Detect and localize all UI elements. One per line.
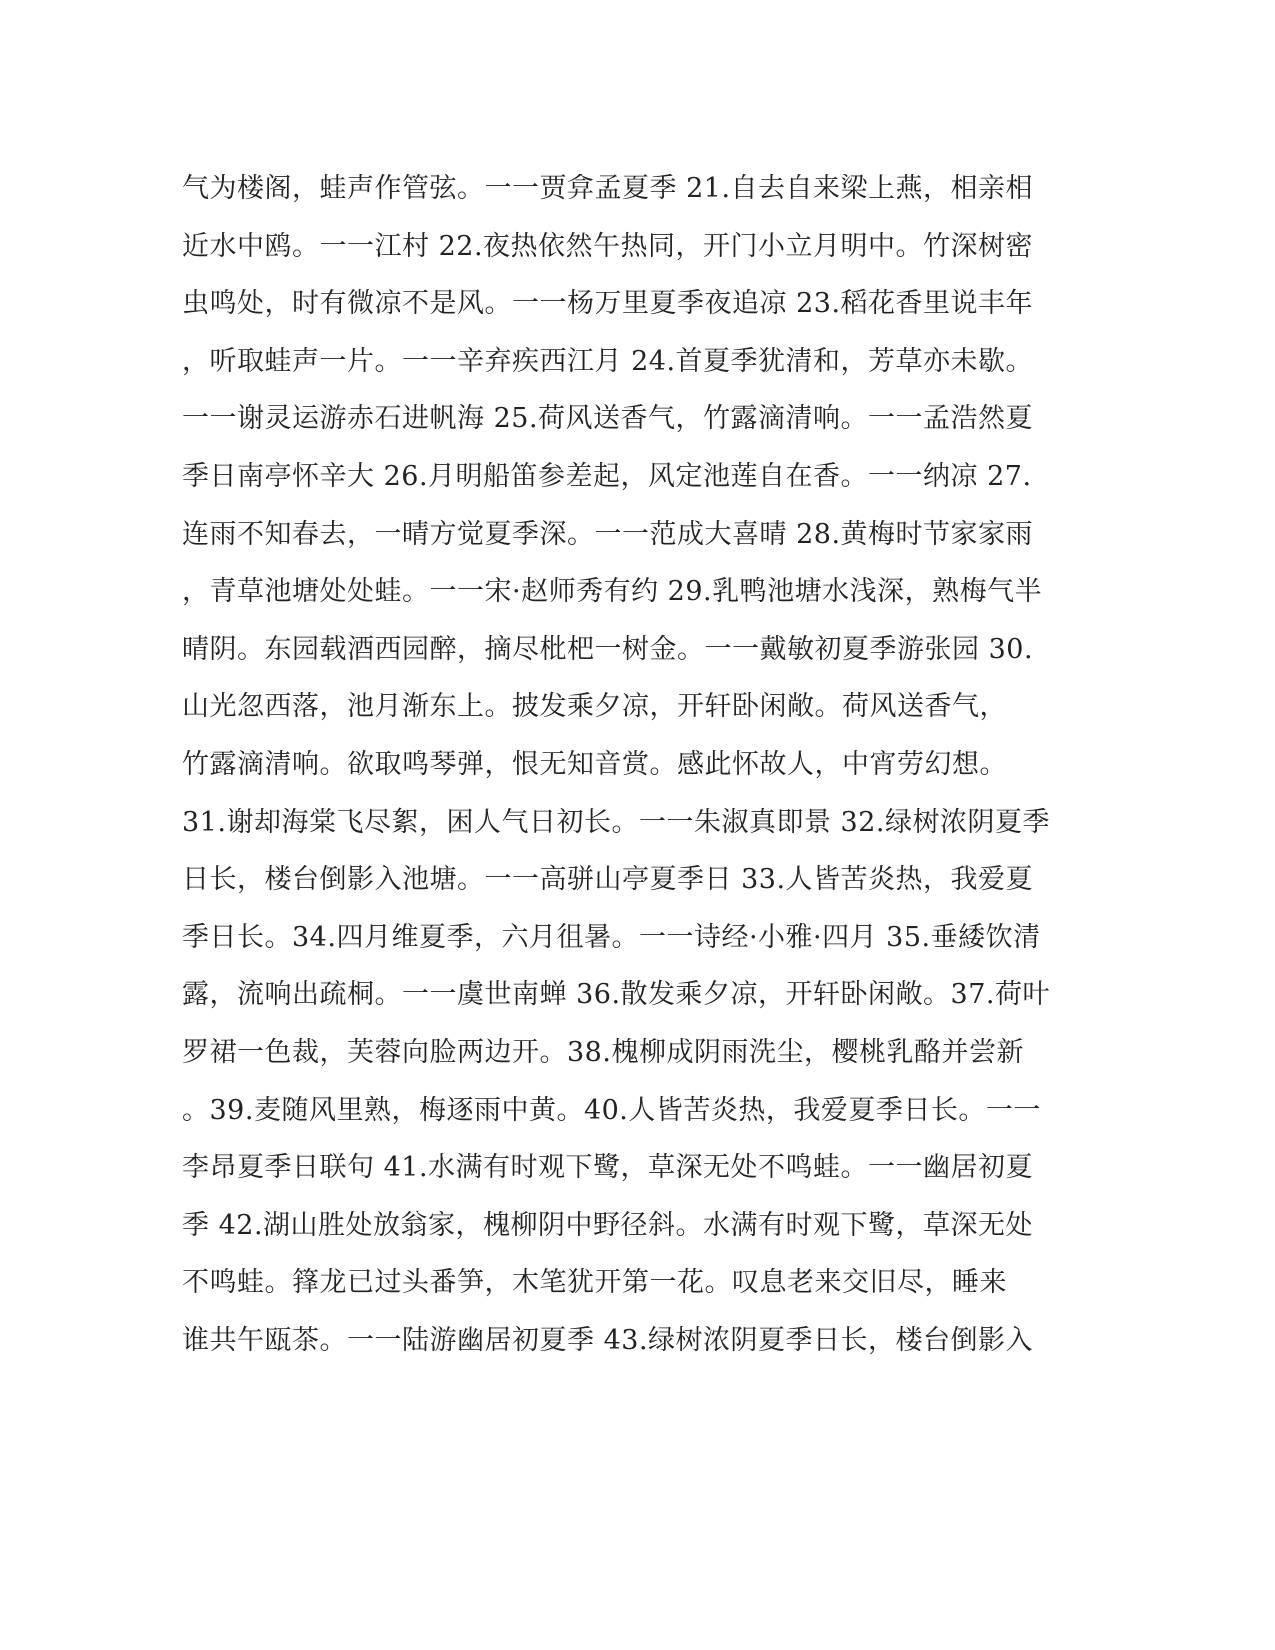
text-line: 近水中鸥。一一江村 22.夜热依然午热同，开门小立月明中。竹深树密 [182, 230, 1034, 262]
text-line: 罗裙一色裁，芙蓉向脸两边开。38.槐柳成阴雨洗尘，樱桃乳酪并尝新 [182, 1036, 1024, 1068]
text-line: 竹露滴清响。欲取鸣琴弹，恨无知音赏。感此怀故人，中宵劳幻想。 [182, 748, 1007, 780]
text-line: 季日长。34.四月维夏季，六月徂暑。一一诗经·小雅·四月 35.垂緌饮清 [182, 921, 1041, 953]
text-line: 季 42.湖山胜处放翁家，槐柳阴中野径斜。水满有时观下鹭，草深无处 [182, 1209, 1034, 1241]
text-line: 一一谢灵运游赤石进帆海 25.荷风送香气，竹露滴清响。一一孟浩然夏 [182, 403, 1034, 435]
text-line: ，听取蛙声一片。一一辛弃疾西江月 24.首夏季犹清和，芳草亦未歇。 [182, 345, 1034, 377]
text-line: 虫鸣处，时有微凉不是风。一一杨万里夏季夜追凉 23.稻花香里说丰年 [182, 288, 1034, 320]
text-line: 露，流响出疏桐。一一虞世南蝉 36.散发乘夕凉，开轩卧闲敞。37.荷叶 [182, 979, 1050, 1011]
text-line: 31.谢却海棠飞尽絮，困人气日初长。一一朱淑真即景 32.绿树浓阴夏季 [182, 806, 1050, 838]
text-line: 李昂夏季日联句 41.水满有时观下鹭，草深无处不鸣蛙。一一幽居初夏 [182, 1152, 1034, 1184]
text-line: 季日南亭怀辛大 26.月明船笛参差起，风定池莲自在香。一一纳凉 27. [182, 460, 1032, 492]
text-line: 不鸣蛙。箨龙已过头番笋，木笔犹开第一花。叹息老来交旧尽，睡来 [182, 1267, 1007, 1299]
text-line: ，青草池塘处处蛙。一一宋·赵师秀有约 29.乳鸭池塘水浅深，熟梅气半 [182, 576, 1043, 608]
text-line: 山光忽西落，池月渐东上。披发乘夕凉，开轩卧闲敞。荷风送香气， [182, 691, 1007, 723]
text-line: 晴阴。东园载酒西园醉，摘尽枇杷一树金。一一戴敏初夏季游张园 30. [182, 633, 1034, 665]
text-line: 气为楼阁，蛙声作管弦。一一贾弇孟夏季 21.自去自来梁上燕，相亲相 [182, 173, 1034, 204]
text-line: 。39.麦随风里熟，梅逐雨中黄。40.人皆苦炎热，我爱夏季日长。一一 [182, 1094, 1041, 1126]
body-text [182, 160, 1062, 1369]
text-line: 谁共午瓯茶。一一陆游幽居初夏季 43.绿树浓阴夏季日长，楼台倒影入 [182, 1324, 1034, 1356]
text-line: 连雨不知春去，一晴方觉夏季深。一一范成大喜晴 28.黄梅时节家家雨 [182, 518, 1034, 550]
text-line: 日长，楼台倒影入池塘。一一高骈山亭夏季日 33.人皆苦炎热，我爱夏 [182, 864, 1034, 896]
